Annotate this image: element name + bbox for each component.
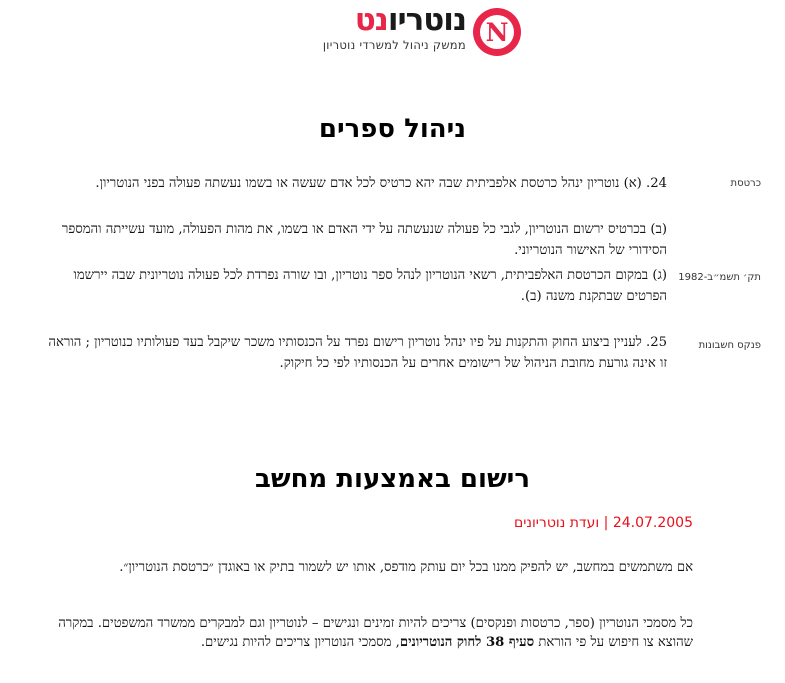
site-header bbox=[0, 0, 785, 70]
computer-records-paragraph-1: אם משתמשים במחשב, יש להפיק ממנו בכל יום עותק מודפס, אותו יש לשמור בתיק או באוגדן ״כרטסת הנוטריון״. bbox=[119, 560, 693, 575]
notarionet-logo-icon[interactable] bbox=[470, 5, 524, 59]
logo-letter: N bbox=[485, 18, 509, 47]
side-label-card-index: כרטסת bbox=[730, 178, 761, 189]
section-title-book-management: ניהול ספרים bbox=[318, 114, 467, 144]
logo-badge-graphic bbox=[470, 5, 524, 59]
brand-name[interactable] bbox=[306, 2, 466, 38]
side-label-accounts-ledger: פנקס חשבונות bbox=[698, 340, 761, 351]
brand-name-accent: נט bbox=[354, 2, 388, 38]
brand-name-dark: נוטריו bbox=[387, 2, 466, 38]
publication-line bbox=[514, 515, 693, 531]
section-title-computer-records: רישום באמצעות מחשב bbox=[255, 464, 530, 494]
regulation-24c: (ג) במקום הכרטסת האלפביתית, רשאי הנוטריון לנהל ספר נוטריון, ובו שורה נפרדת לכל פעולה נוטריונית שבה יירשמו הפרטים שבתקנת משנה (ב). bbox=[73, 268, 667, 304]
publication-date: 24.07.2005 bbox=[612, 515, 693, 531]
paragraph-2-text-end: , מסמכי הנוטריון צריכים להיות נגישים. bbox=[200, 635, 400, 650]
side-label-amendment: תק׳ תשמ״ב-1982 bbox=[678, 272, 761, 283]
regulation-25: 25. לעניין ביצוע החוק והתקנות על פיו ינהל נוטריון רישום נפרד על הכנסותיו משכר שיקבל בעד פעולותיו כנוטריון ; הוראה זו אינה גורעת מחובת הניהול של רישומים אחרים על הכנסותיו לפי כל חיקוק. bbox=[48, 335, 667, 371]
publication-separator: | bbox=[603, 515, 609, 531]
law-section-reference[interactable]: סעיף 38 לחוק הנוטריונים bbox=[399, 635, 535, 650]
brand-tagline: ממשק ניהול למשרדי נוטריון bbox=[322, 38, 466, 52]
computer-records-paragraph-2 bbox=[43, 614, 693, 652]
regulation-24a: 24. (א) נוטריון ינהל כרטסת אלפביתית שבה יהא כרטיס לכל אדם שעשה או בשמו נעשתה פעולה בפני הנוטריון. bbox=[95, 176, 667, 191]
regulation-24b: (ב) בכרטיס ירשום הנוטריון, לגבי כל פעולה שנעשתה על ידי האדם או בשמו, את מהות הפעולה, מועד עשייתה והמספר הסידורי של האישור הנוטריוני. bbox=[61, 222, 667, 258]
paragraph-2-text-start: כל מסמכי הנוטריון (ספר, כרטסות ופנקסים) צריכים להיות זמינים ונגישים – לנוטריון וגם למבקרים ממשרד המשפטים. במקרה שהוצא צו חיפוש על פי הוראת bbox=[58, 616, 693, 650]
publication-source: ועדת נוטריונים bbox=[513, 515, 600, 531]
